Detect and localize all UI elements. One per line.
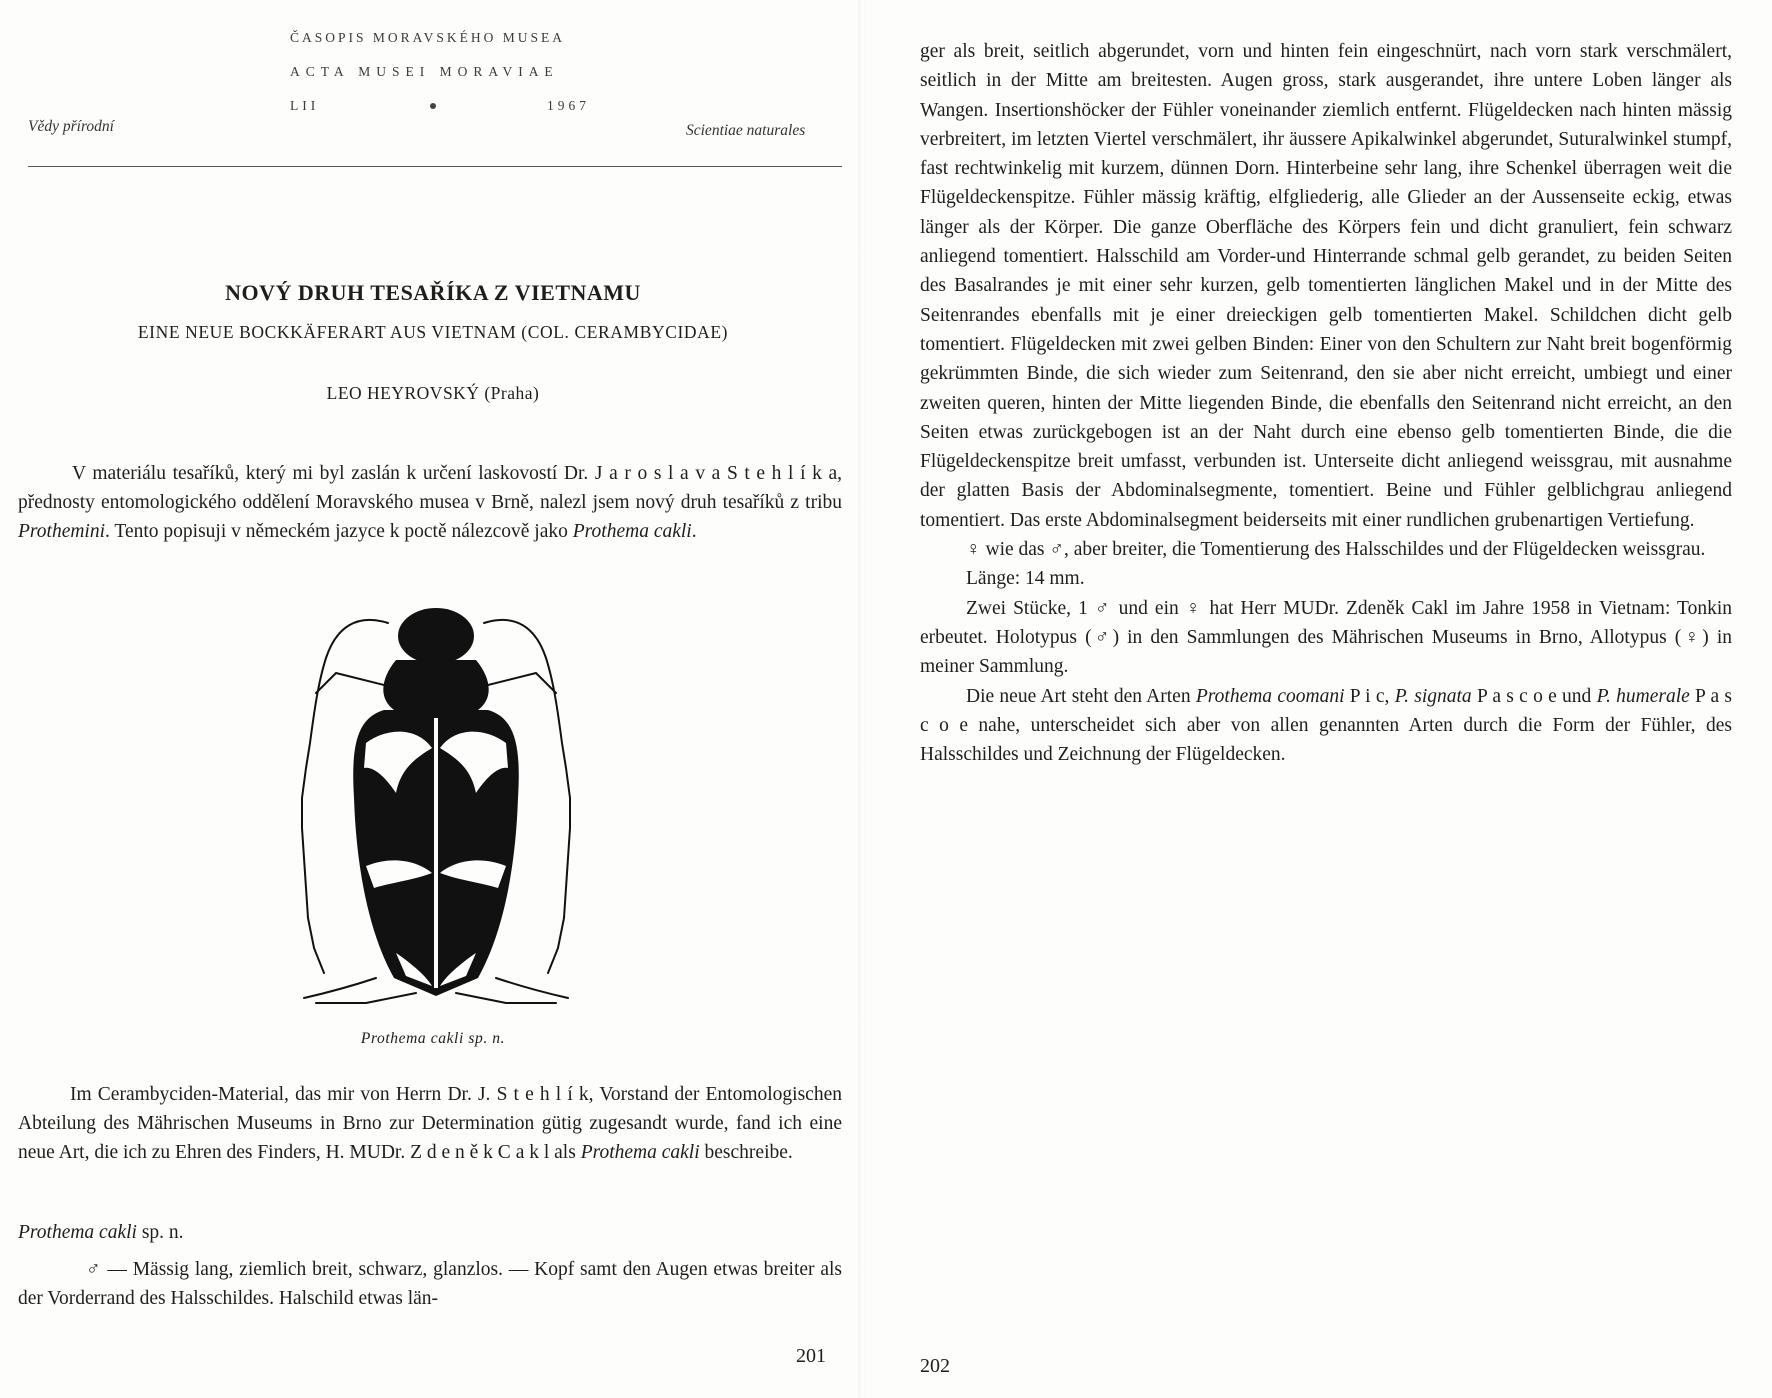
publication-year: 1967 xyxy=(547,98,590,113)
journal-name-latin: ACTA MUSEI MORAVIAE xyxy=(290,64,559,79)
section-czech: Vědy přírodní xyxy=(28,118,114,135)
description-continued: ger als breit, seitlich abgerundet, vorn und hinten fein eingeschnürt, nach vorn stark verschmälert, seitlich in der Mitte am breitesten. Augen gross, stark ausgerandet, ihre untere Loben länger als Wangen. Insertionshöcker der Fühler voneinander ziemlich entfernt. Flügeldecken nach hinten mässig verbreitert, im letzten Viertel verschmälert, ihr äussere Apikalwinkel abgerundet, Suturalwinkel stumpf, fast rechtwinkelig mit kurzem, dünnen Dorn. Hinterbeine sehr lang, ihre Schenkel überragen weit die Flügeldeckenspitze. Fühler mässig kräftig, elfgliederig, alle Glieder an der Aussenseite eckig, etwas länger als der Körper. Die ganze Oberfläche des Körpers fein und dicht granuliert, fein schwarz anliegend tomentiert. Halsschild am Vorder-und Hinterrande schmal gelb gerandet, zu beiden Seiten des Basalrandes je mit einer sehr kurzen, gelb tomentierten länglichen Makel und in der Mitte des Seitenrandes ebenfalls mit je einer dreieckigen gelb tomentierten Makel. Schildchen dicht gelb tomentiert. Flügeldecken mit zwei gelben Binden: Einer von den Schultern zur Naht breit bogenförmig gekrümmten Binde, die sich wieder zum Seitenrand, den sie aber nicht erreicht, umbiegt und einer zweiten queren, hinten der Mitte liegenden Binde, die ebenfalls den Seitenrand nicht erreicht, an den Seiten etwas zurückgebogen ist an der Naht durch eine ebenso gelb tomentierten Binde, die die Flügeldeckenspitze breit umfasst, verbunden ist. Unterseite dicht anliegend weissgrau, mit ausnahme der glatten Basis der Abdominalsegmente, tomentiert. Beine und Fühler gelblichgrau anliegend tomentiert. Das erste Abdominalsegment beiderseits mit einer rundlichen grubenartigen Vertiefung. xyxy=(920,41,1732,531)
species-heading-suffix: sp. n. xyxy=(136,1222,184,1243)
material-paragraph: Zwei Stücke, 1 ♂ und ein ♀ hat Herr MUDr. Zdeněk Cakl im Jahre 1958 in Vietnam: Tonkin erbeutet. Holotypus (♂) in den Sammlungen des Mährischen Museums in Brno, Allotypus (♀) in meiner Sammlung. xyxy=(920,597,1732,678)
section-latin: Scientiae naturales xyxy=(686,122,806,139)
comparison-text-b: P i c, xyxy=(1344,685,1395,707)
czech-species-name: Prothema cakli xyxy=(572,521,692,542)
czech-paragraph xyxy=(18,459,842,546)
article-subtitle: EINE NEUE BOCKKÄFERART AUS VIETNAM (COL. CERAMBYCIDAE) xyxy=(137,322,729,342)
article-author: LEO HEYROVSKÝ (Praha) xyxy=(326,383,540,403)
beetle-head xyxy=(398,608,474,664)
species-humerale: P. humerale xyxy=(1596,685,1690,707)
left-page xyxy=(0,0,866,1398)
comparison-paragraph xyxy=(920,682,1732,770)
comparison-text-d: P a s c o e nahe, unterscheidet sich aber von allen genannten Arten durch die Form der Fühler, des Halsschildes und Zeichnung der Flügeldecken. xyxy=(920,685,1732,766)
czech-text-a: V materiálu tesaříků, který mi byl zaslán k určení laskovostí Dr. J a r o s l a v a S t e h l í k a, přednosty entomologického oddělení Moravského musea v Brně, nalezl jsem nový druh tesaříků z tribu xyxy=(18,463,842,513)
volume-number: LII xyxy=(290,98,320,113)
header-rule xyxy=(28,166,842,167)
german-species-name: Prothema cakli xyxy=(580,1142,700,1163)
german-text-end: beschreibe. xyxy=(699,1142,793,1163)
article-title: NOVÝ DRUH TESAŘÍKA Z VIETNAMU xyxy=(225,280,641,305)
czech-text-b: . Tento popisuji v německém jazyce k poctě nálezcově jako xyxy=(105,521,573,542)
page-number-left: 201 xyxy=(796,1345,826,1367)
species-heading-name: Prothema cakli xyxy=(18,1222,137,1243)
description-start: ♂ — Mässig lang, ziemlich breit, schwarz, glanzlos. — Kopf samt den Augen etwas breiter als der Vorderrand des Halsschildes. Halschild etwas län- xyxy=(18,1259,842,1309)
female-description: ♀ wie das ♂, aber breiter, die Tomentierung des Halsschildes und der Flügeldecken weissgrau. xyxy=(966,539,1706,561)
figure-caption: Prothema cakli sp. n. xyxy=(360,1030,506,1047)
separator-dot-icon xyxy=(430,103,436,109)
czech-text-end: . xyxy=(691,521,697,542)
journal-name-czech: ČASOPIS MORAVSKÉHO MUSEA xyxy=(290,30,566,45)
beetle-pronotum xyxy=(383,660,488,710)
beetle-illustration xyxy=(296,598,576,1016)
comparison-text-a: Die neue Art steht den Arten xyxy=(966,685,1196,707)
species-signata: P. signata xyxy=(1394,685,1472,707)
tribe-name: Prothemini xyxy=(18,521,106,542)
german-paragraph xyxy=(18,1080,842,1167)
german-text: Im Cerambyciden-Material, das mir von Herrn Dr. J. S t e h l í k, Vorstand der Entomologischen Abteilung des Mährischen Museums in Brno zur Determination gütig zugesandt wurde, fand ich eine neue Art, die ich zu Ehren des Finders, H. MUDr. Z d e n ě k C a k l als xyxy=(18,1084,842,1163)
right-page-text xyxy=(920,37,1732,769)
species-heading xyxy=(18,1218,842,1247)
page-number-right: 202 xyxy=(920,1355,950,1377)
species-coomani: Prothema coomani xyxy=(1195,685,1345,707)
length-line: Länge: 14 mm. xyxy=(966,568,1085,590)
volume-year-line xyxy=(290,98,590,114)
comparison-text-c: P a s c o e und xyxy=(1471,685,1597,707)
